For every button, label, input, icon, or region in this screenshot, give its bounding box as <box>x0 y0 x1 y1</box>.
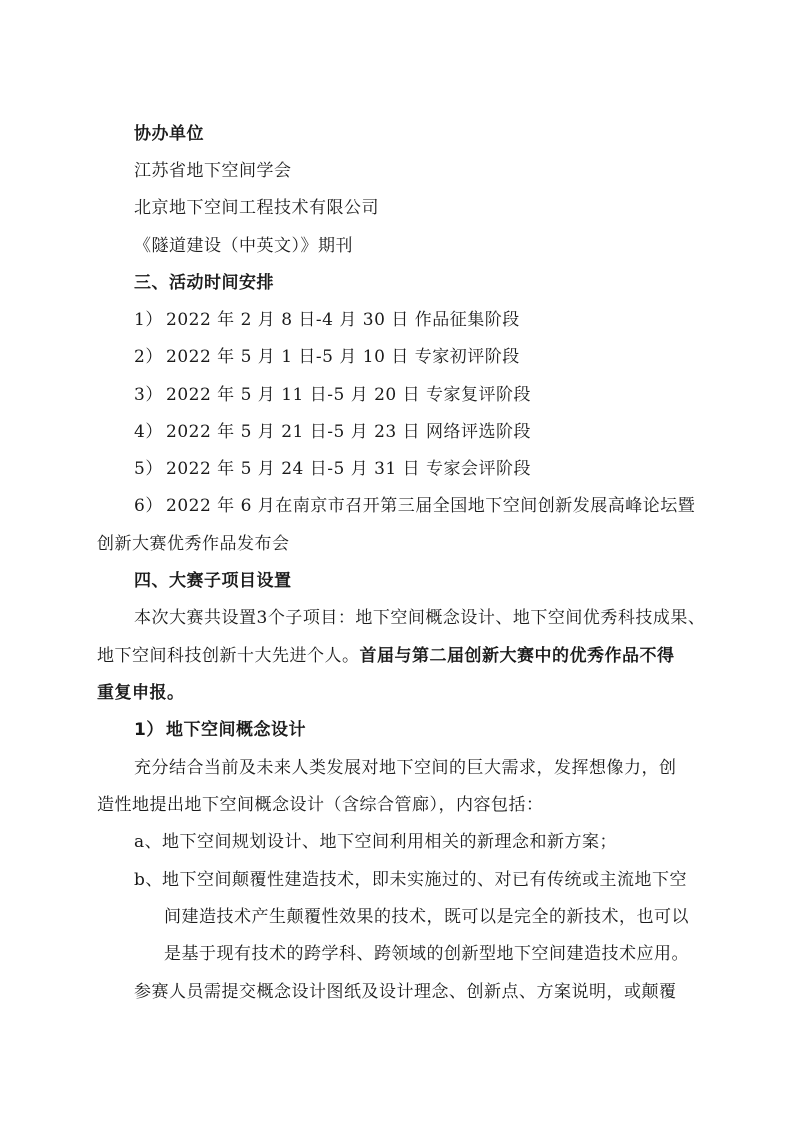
schedule-item-number: 5） <box>134 459 163 479</box>
schedule-item-text: 2022 年 5 月 11 日-5 月 20 日 专家复评阶段 <box>166 385 532 405</box>
co-organizer-item: 《隧道建设（中英文）》期刊 <box>134 236 353 256</box>
schedule-item-number: 1） <box>134 310 163 330</box>
schedule-item-text: 2022 年 5 月 21 日-5 月 23 日 网络评选阶段 <box>166 422 532 442</box>
subprojects-intro-line <box>97 644 717 668</box>
schedule-item-number: 6） <box>134 496 163 516</box>
subprojects-intro-line: 本次大赛共设置3个子项目：地下空间概念设计、地下空间优秀科技成果、 <box>134 608 706 628</box>
schedule-heading: 三、活动时间安排 <box>134 273 274 293</box>
subproject-1-title: 地下空间概念设计 <box>166 720 306 740</box>
subprojects-intro-emphasis: 重复申报。 <box>97 683 185 703</box>
schedule-item <box>134 457 754 481</box>
schedule-item-number: 2） <box>134 347 163 367</box>
subproject-1-number: 1） <box>134 720 164 740</box>
list-item-b-continuation: 间建造技术产生颠覆性效果的技术，既可以是完全的新技术，也可以 <box>164 907 689 927</box>
subproject-1-heading <box>134 718 754 742</box>
schedule-item-text: 2022 年 5 月 1 日-5 月 10 日 专家初评阶段 <box>166 347 520 367</box>
subprojects-intro-text: 地下空间科技创新十大先进个人。 <box>97 646 360 666</box>
subproject-1-paragraph-line: 参赛人员需提交概念设计图纸及设计理念、创新点、方案说明，或颠覆 <box>134 982 677 1002</box>
schedule-item <box>134 308 754 332</box>
co-organizer-item: 北京地下空间工程技术有限公司 <box>134 198 379 218</box>
list-item-b-continuation: 是基于现有技术的跨学科、跨领域的创新型地下空间建造技术应用。 <box>164 944 689 964</box>
schedule-item <box>134 420 754 444</box>
subproject-1-paragraph-line: 造性地提出地下空间概念设计（含综合管廊），内容包括： <box>97 795 544 815</box>
schedule-item-text: 2022 年 2 月 8 日-4 月 30 日 作品征集阶段 <box>166 310 520 330</box>
subproject-1-paragraph-line: 充分结合当前及未来人类发展对地下空间的巨大需求，发挥想像力，创 <box>134 758 677 778</box>
co-organizers-heading: 协办单位 <box>134 124 204 144</box>
schedule-item-number: 4） <box>134 422 163 442</box>
list-item-text: 地下空间颠覆性建造技术，即未实施过的、对已有传统或主流地下空 <box>162 870 687 890</box>
list-item-b <box>134 868 720 892</box>
list-item-a <box>134 830 754 854</box>
co-organizer-item: 江苏省地下空间学会 <box>134 161 292 181</box>
schedule-item-continuation: 创新大赛优秀作品发布会 <box>97 534 290 554</box>
schedule-item-number: 3） <box>134 385 163 405</box>
subprojects-heading: 四、大赛子项目设置 <box>134 571 292 591</box>
schedule-item-text: 2022 年 5 月 24 日-5 月 31 日 专家会评阶段 <box>166 459 532 479</box>
list-item-label: a、 <box>134 832 163 852</box>
list-item-label: b、 <box>134 870 163 890</box>
schedule-item <box>134 345 754 369</box>
list-item-text: 地下空间规划设计、地下空间利用相关的新理念和新方案； <box>162 832 617 852</box>
schedule-item-text: 2022 年 6 月在南京市召开第三届全国地下空间创新发展高峰论坛暨 <box>166 496 696 516</box>
subprojects-intro-emphasis: 首届与第二届创新大赛中的优秀作品不得 <box>359 646 675 666</box>
schedule-item <box>134 383 754 407</box>
schedule-item <box>134 494 720 518</box>
